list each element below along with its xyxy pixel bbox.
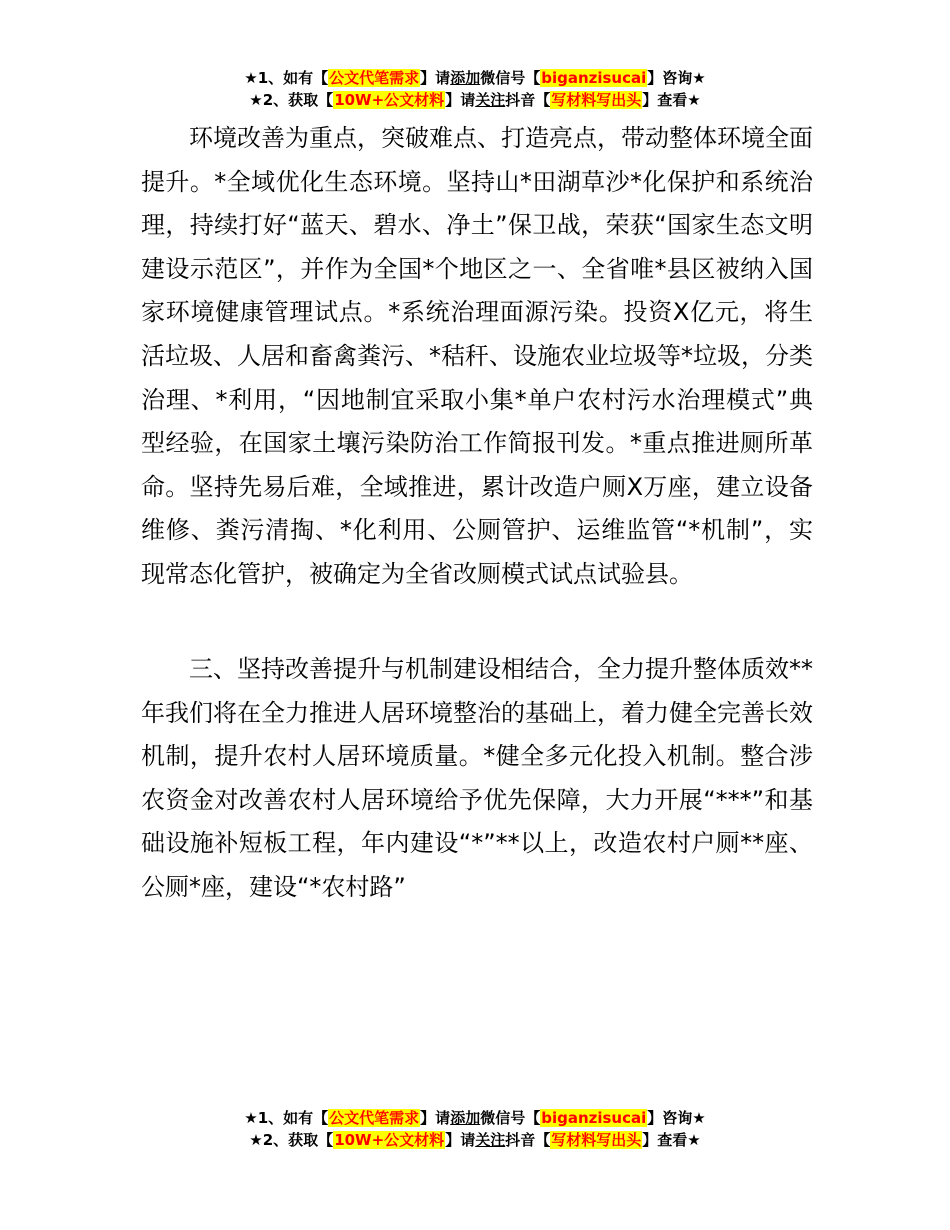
banner-text: 】请 — [445, 1131, 476, 1149]
banner-underlined-text: 关注 — [475, 91, 506, 109]
banner-highlight: 写材料写出头 — [551, 91, 642, 109]
footer-banner — [0, 1107, 950, 1151]
banner-highlight: 公文代笔需求 — [329, 69, 420, 87]
banner-text: 抖音【 — [505, 91, 551, 109]
header-banner — [0, 67, 950, 111]
banner-text: 】咨询★ — [647, 69, 706, 87]
banner-line-2 — [0, 1129, 950, 1151]
banner-text: 微信号【 — [480, 69, 541, 87]
banner-text: ★2、获取【 — [249, 1131, 334, 1149]
banner-text: ★1、如有【 — [244, 69, 329, 87]
banner-text: 抖音【 — [505, 1131, 551, 1149]
body-paragraph — [141, 648, 813, 910]
banner-line-2 — [0, 89, 950, 111]
banner-highlight: 写材料写出头 — [551, 1131, 642, 1149]
banner-line-1 — [0, 1107, 950, 1129]
body-paragraph — [141, 117, 813, 597]
banner-text: 微信号【 — [480, 1109, 541, 1127]
banner-highlight: biganzisucai — [541, 1109, 647, 1127]
banner-highlight: 10W+公文材料 — [334, 91, 445, 109]
paragraph-text: 三、坚持改善提升与机制建设相结合，全力提升整体质效**年我们将在全力推进人居环境整治的基础上，着力健全完善长效机制，提升农村人居环境质量。*健全多元化投入机制。整合涉农资金对改善农村人居环境给予优先保障，大力开展“***”和基础设施补短板工程，年内建设“*”**以上，改造农村户厕**座、公厕*座，建设“*农村路” — [141, 655, 813, 901]
banner-text: 】请 — [445, 91, 476, 109]
banner-text: 】查看★ — [642, 91, 701, 109]
banner-text: 】咨询★ — [647, 1109, 706, 1127]
banner-underlined-text: 添加 — [450, 69, 481, 87]
banner-underlined-text: 关注 — [475, 1131, 506, 1149]
banner-underlined-text: 添加 — [450, 1109, 481, 1127]
banner-highlight: 10W+公文材料 — [334, 1131, 445, 1149]
banner-text: 】查看★ — [642, 1131, 701, 1149]
paragraph-text: 环境改善为重点，突破难点、打造亮点，带动整体环境全面提升。*全域优化生态环境。坚持山*田湖草沙*化保护和系统治理，持续打好“蓝天、碧水、净土”保卫战，荣获“国家生态文明建设示范区”，并作为全国*个地区之一、全省唯*县区被纳入国家环境健康管理试点。*系统治理面源污染。投资X亿元，将生活垃圾、人居和畜禽粪污、*秸秆、设施农业垃圾等*垃圾，分类治理、*利用，“因地制宜采取小集*单户农村污水治理模式”典型经验，在国家土壤污染防治工作简报刊发。*重点推进厕所革命。坚持先易后难，全域推进，累计改造户厕X万座，建立设备维修、粪污清掏、*化利用、公厕管护、运维监管“*机制”，实现常态化管护，被确定为全省改厕模式试点试验县。 — [141, 124, 813, 588]
banner-line-1 — [0, 67, 950, 89]
banner-text: 】请 — [420, 69, 451, 87]
banner-text: ★2、获取【 — [249, 91, 334, 109]
banner-text: ★1、如有【 — [244, 1109, 329, 1127]
banner-text: 】请 — [420, 1109, 451, 1127]
banner-highlight: biganzisucai — [541, 69, 647, 87]
banner-highlight: 公文代笔需求 — [329, 1109, 420, 1127]
